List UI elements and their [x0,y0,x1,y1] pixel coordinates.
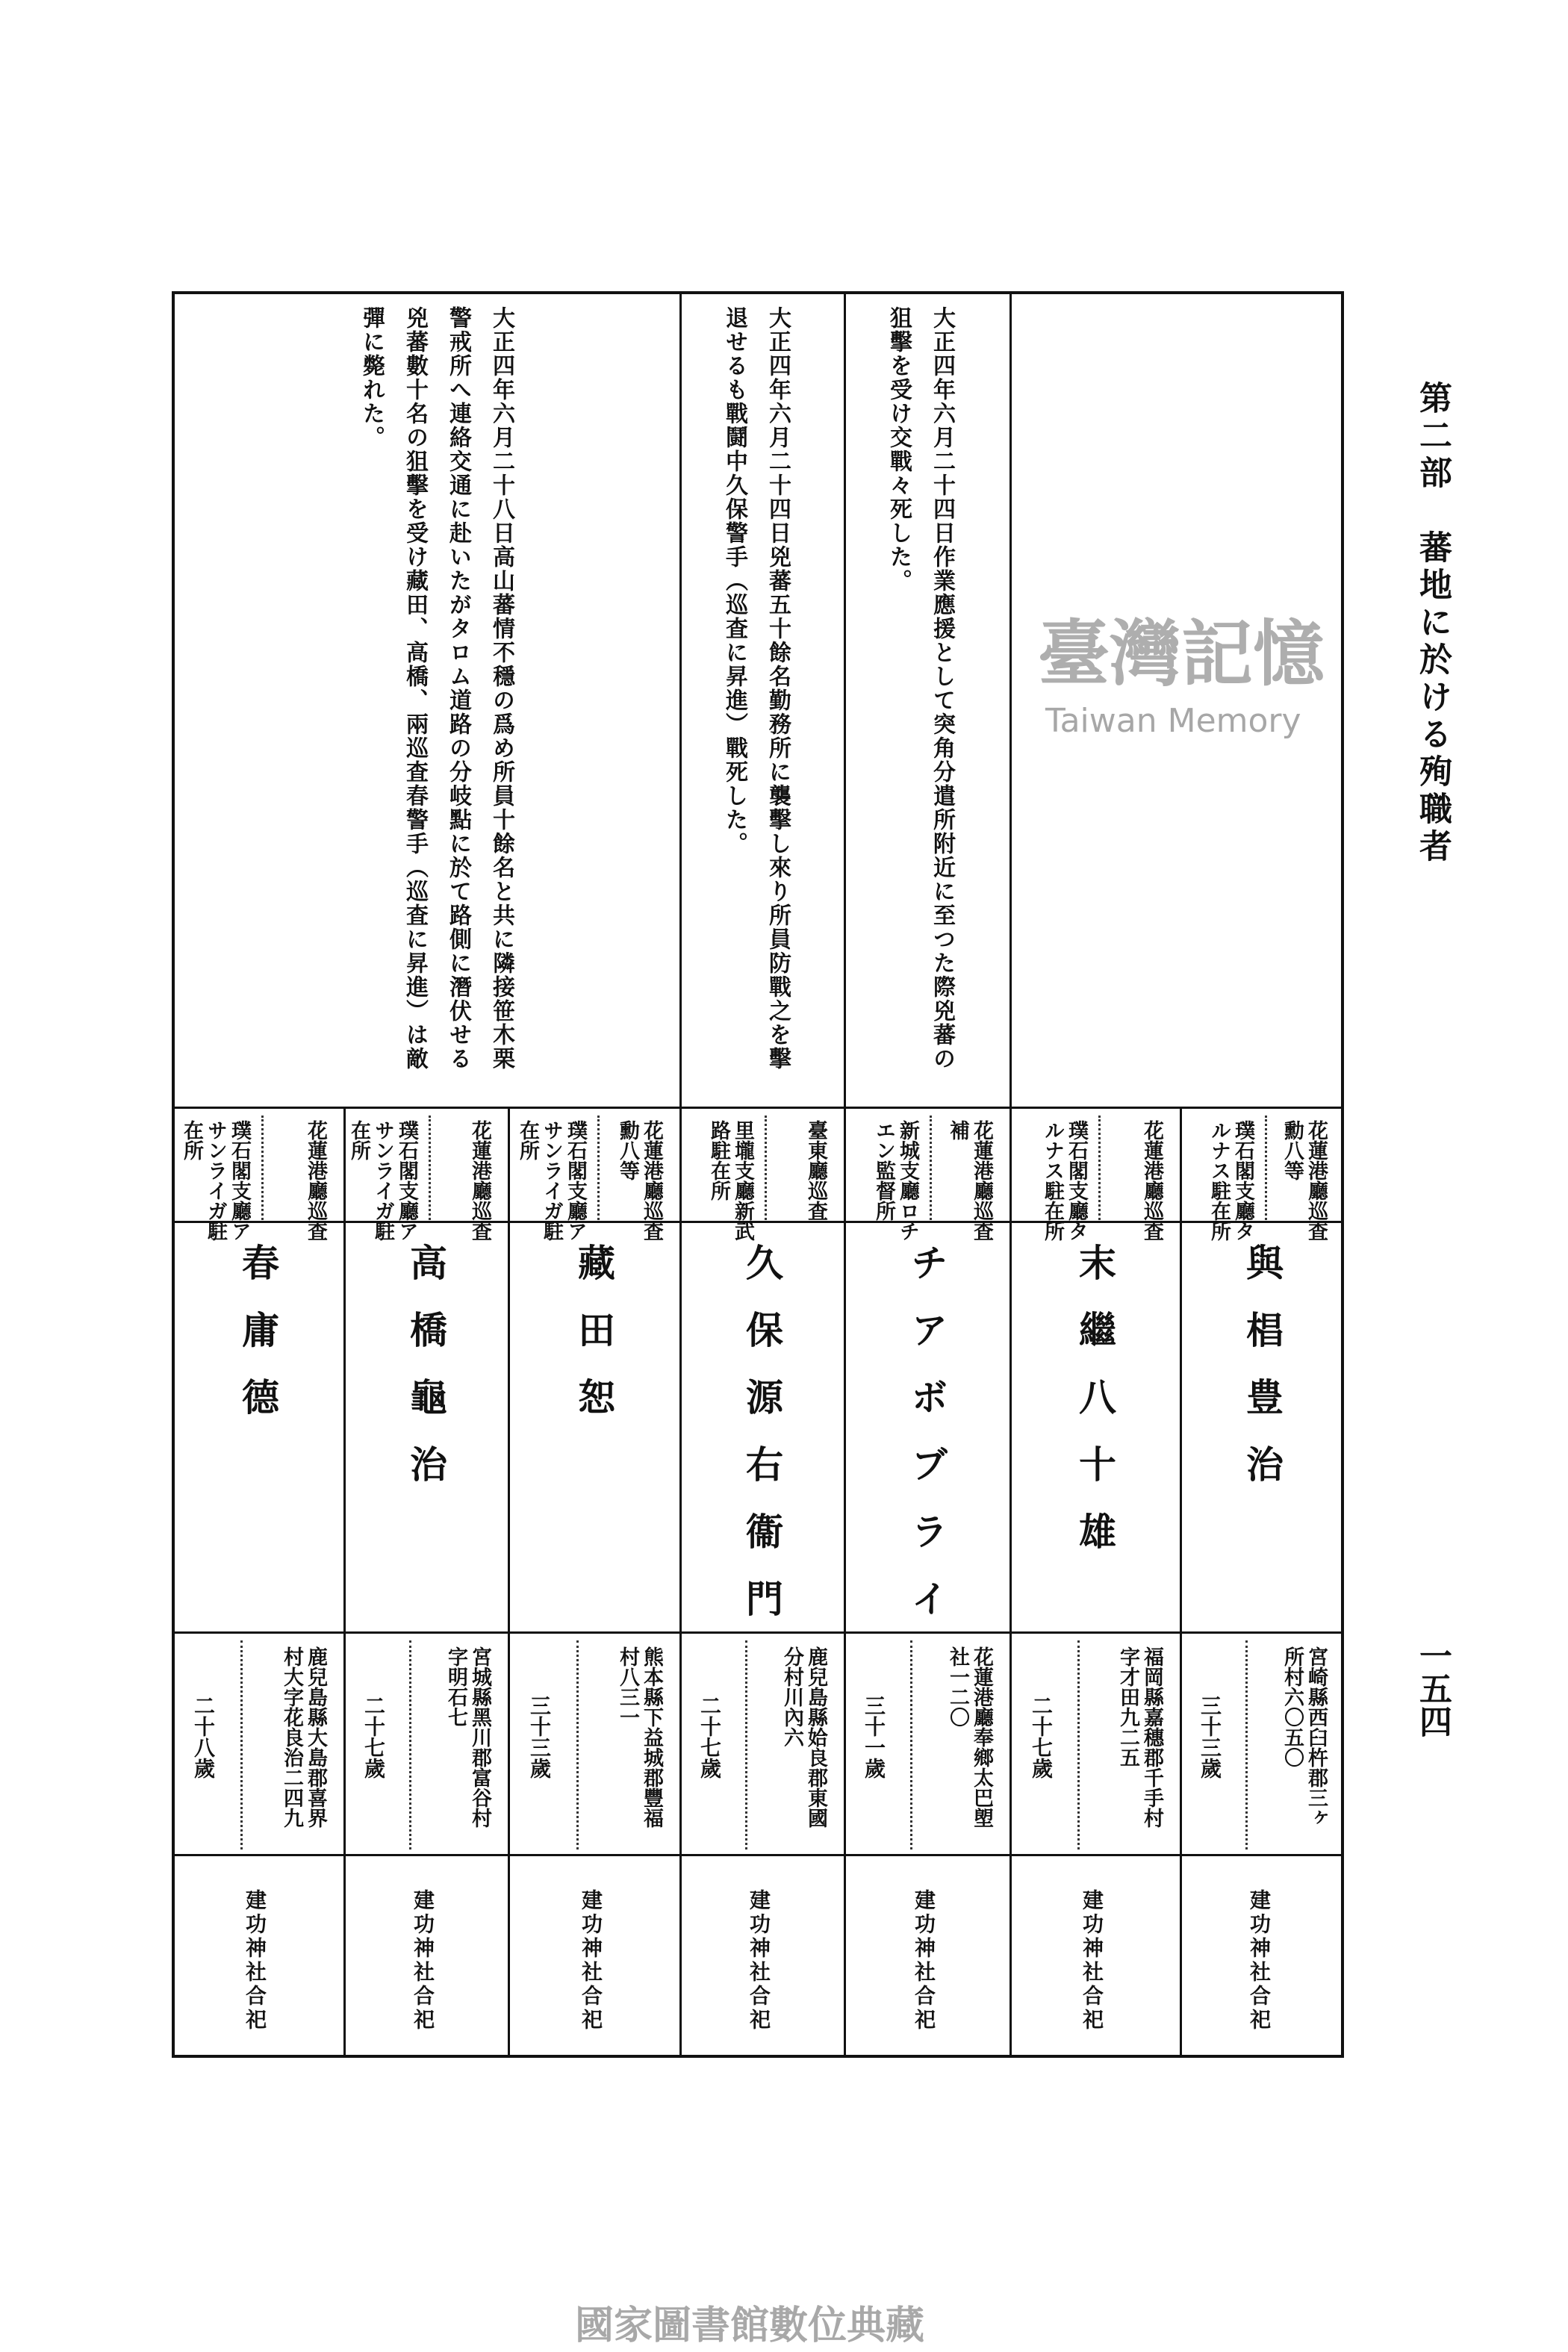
person-origin: 宮城縣黑川郡富谷村 字明石七 [444,1646,491,1828]
person-enshrinement: 建功神社合祀 [1080,1889,1104,2032]
dotted-divider [429,1116,431,1220]
person-enshrinement: 建功神社合祀 [579,1889,603,2032]
person-enshrinement: 建功神社合祀 [1247,1889,1272,2032]
person-enshrinement: 建功神社合祀 [243,1889,267,2032]
person-rank: 花蓮港廳巡査 勳八等 [1281,1120,1328,1241]
person-age: 二十七歲 [697,1695,722,1779]
dotted-divider [1265,1116,1267,1220]
person-rank: 花蓮港廳巡査 [468,1120,491,1241]
page-number: 一五四 [1413,1639,1452,1737]
person-name: 末繼八十雄 [1073,1243,1117,1579]
person-age: 三十三歲 [527,1695,552,1779]
dotted-divider [930,1116,932,1220]
row-divider [172,1854,1344,1856]
description-divider [679,291,682,1107]
column-divider [1180,1107,1182,2058]
description-june28: 大正四年六月二十八日高山蕃情不穩の爲め所員十餘名と共に隣接笹木栗 警戒所へ連絡交通に赴いたがタロム道路の分岐點に於て路側に潛伏せる 兇蕃數十名の狙擊を受け藏田、高橋、兩巡査春警手（巡査に昇進）は敵 彈に斃れた。 [358,306,514,1071]
person-post: 新城支廳ロチ エン監督所 [872,1120,919,1241]
person-origin: 鹿兒島縣姶良郡東國 分村川內六 [780,1646,827,1828]
person-rank: 花蓮港廳巡査 [1140,1120,1163,1241]
person-age: 三十三歲 [1198,1695,1222,1779]
column-divider [1009,1107,1012,2058]
person-origin: 福岡縣嘉穗郡千手村 字才田九二五 [1116,1646,1163,1828]
dotted-divider [576,1640,579,1849]
person-post: 璞石閣支廳タ ルナス駐在所 [1041,1120,1088,1241]
dotted-divider [1245,1640,1248,1849]
person-enshrinement: 建功神社合祀 [411,1889,435,2032]
description-kubo: 大正四年六月二十四日兇蕃五十餘名勤務所に襲擊し來り所員防戰之を擊 退せるも戰鬪中久保警手（巡査に昇進）戰死した。 [721,306,791,1071]
dotted-divider [597,1116,600,1220]
column-divider [679,1107,682,2058]
column-divider [343,1107,346,2058]
library-watermark: 國家圖書館數位典藏 [575,2303,925,2348]
person-name: 藏田恕 [572,1243,616,1445]
dotted-divider [1077,1640,1080,1849]
person-age: 二十八歲 [191,1695,216,1779]
column-divider [508,1107,510,2058]
description-divider [844,291,846,1107]
person-origin: 宮崎縣西臼杵郡三ヶ 所村六〇五〇 [1281,1646,1328,1828]
person-rank: 花蓮港廳巡査 [304,1120,327,1241]
person-post: 璞石閣支廳ア サンライガ駐 在所 [347,1120,418,1241]
section-title: 第二部 蕃地に於ける殉職者 [1413,381,1452,866]
person-age: 二十七歲 [361,1695,386,1779]
person-post: 璞石閣支廳タ ルナス駐在所 [1207,1120,1254,1241]
person-origin: 花蓮港廳奉鄉太巴塱 社一二〇 [946,1646,993,1828]
dotted-divider [409,1640,411,1849]
dotted-divider [261,1116,264,1220]
dotted-divider [745,1640,747,1849]
dotted-divider [240,1640,243,1849]
column-divider [844,1107,846,2058]
person-name: チアボブライ [905,1243,949,1646]
taiwan-memory-logo: 臺灣記憶 [1038,612,1325,696]
person-enshrinement: 建功神社合祀 [747,1889,771,2032]
person-origin: 熊本縣下益城郡豐福 村八三一 [616,1646,663,1828]
person-age: 二十七歲 [1029,1695,1054,1779]
person-enshrinement: 建功神社合祀 [912,1889,936,2032]
person-post: 璞石閣支廳ア サンライガ駐 在所 [180,1120,251,1241]
person-post: 璞石閣支廳ア サンライガ駐 在所 [516,1120,587,1241]
person-name: 春庸德 [236,1243,280,1445]
person-post: 里壠支廳新武 路駐在所 [707,1120,754,1241]
description-divider [1009,291,1012,1107]
dotted-divider [910,1640,912,1849]
row-divider [172,1107,1344,1109]
person-rank: 花蓮港廳巡査 補 [946,1120,993,1241]
dotted-divider [1098,1116,1101,1220]
description-hualien-june24: 大正四年六月二十四日作業應援として突角分遣所附近に至つた際兇蕃の 狙擊を受け交戰々死した。 [886,306,955,1071]
person-name: 高橋龜治 [404,1243,448,1512]
person-name: 與椙豊治 [1240,1243,1284,1512]
person-origin: 鹿兒島縣大島郡喜界 村大字花良治二四九 [280,1646,327,1828]
person-age: 三十一歲 [862,1695,886,1779]
dotted-divider [765,1116,767,1220]
person-rank: 花蓮港廳巡査 勳八等 [616,1120,663,1241]
person-name: 久保源右衞門 [740,1243,784,1646]
person-rank: 臺東廳巡査 [804,1120,827,1221]
taiwan-memory-logo-text: Taiwan Memory [1045,702,1301,740]
